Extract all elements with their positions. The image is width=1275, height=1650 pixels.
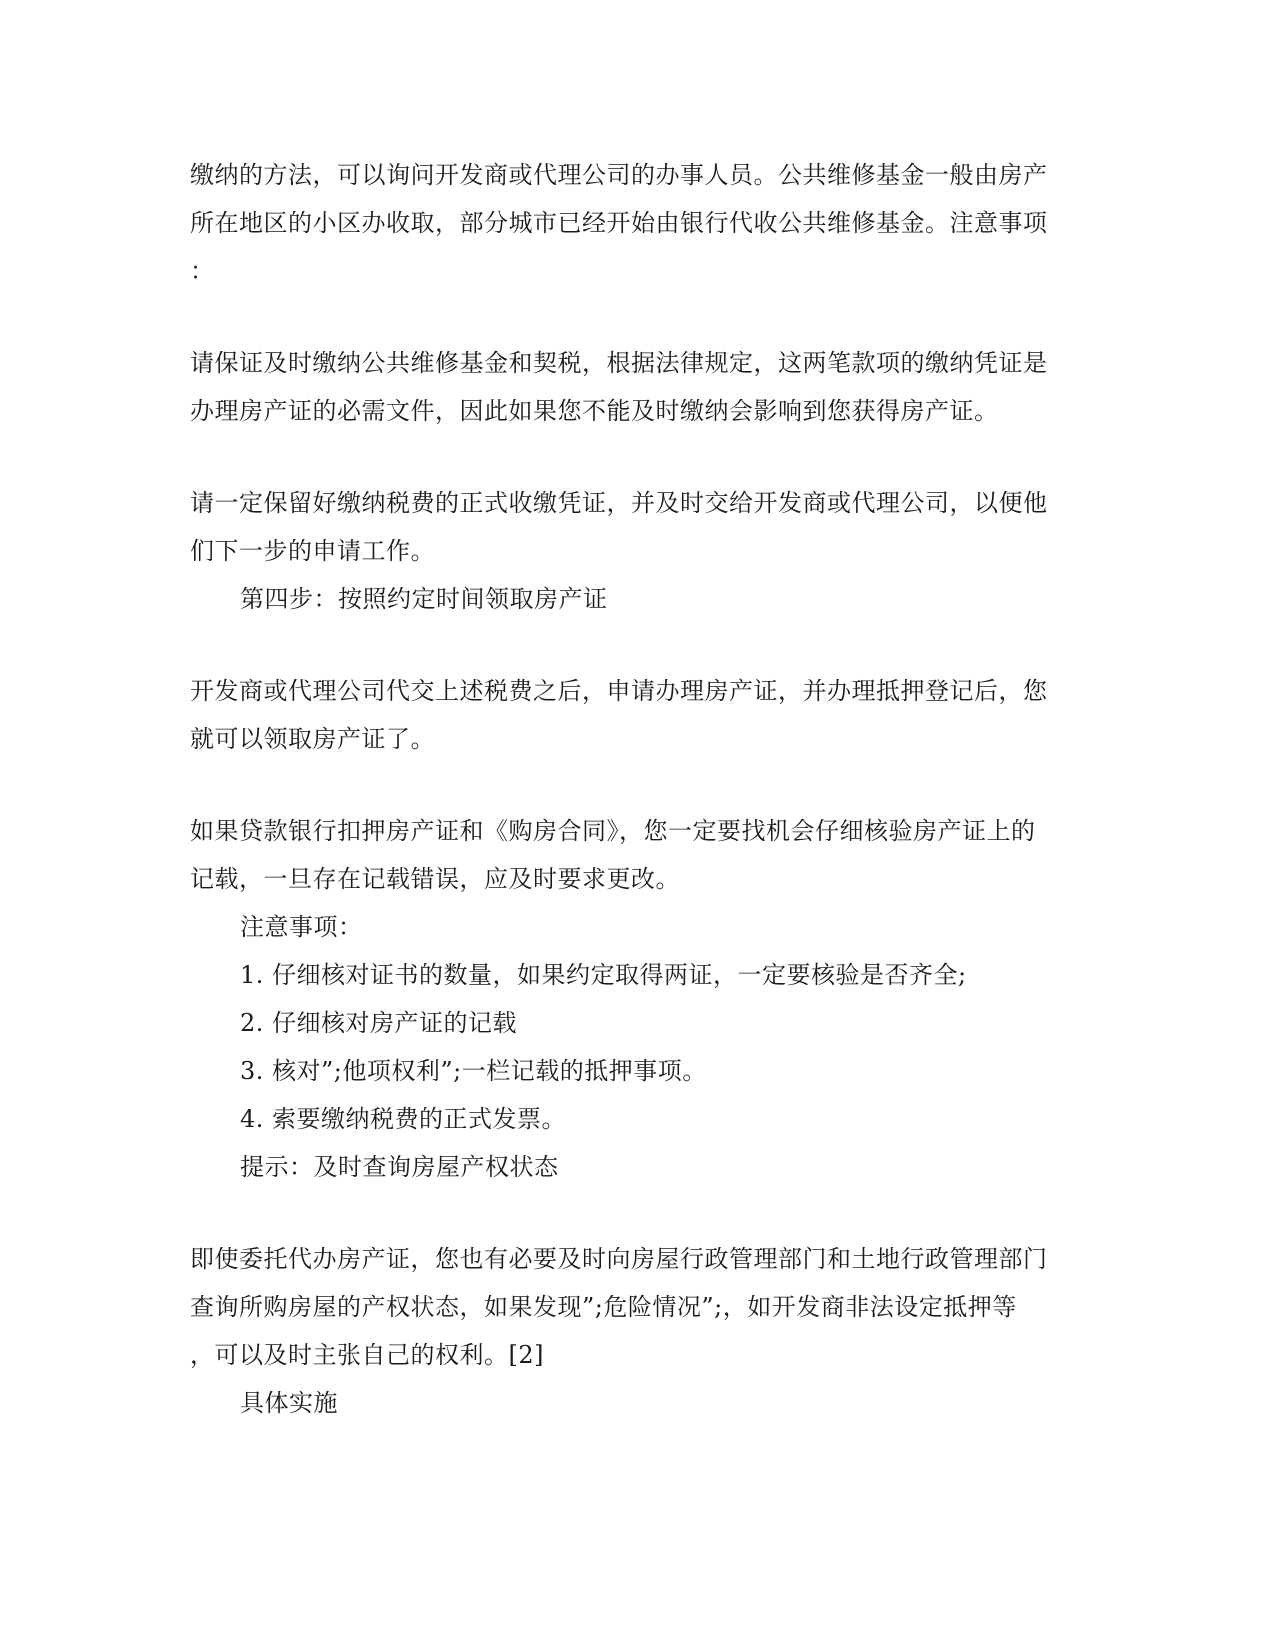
tip-heading: 提示：及时查询房屋产权状态: [240, 1153, 559, 1181]
list-item: 4. 索要缴纳税费的正式发票。: [240, 1105, 567, 1133]
text-line: 如果贷款银行扣押房产证和《购房合同》，您一定要找机会仔细核验房产证上的: [190, 817, 1036, 845]
text-line: 办理房产证的必需文件，因此如果您不能及时缴纳会影响到您获得房产证。: [190, 397, 999, 425]
text-line: 请保证及时缴纳公共维修基金和契税，根据法律规定，这两笔款项的缴纳凭证是: [190, 349, 1048, 377]
list-item: 2. 仔细核对房产证的记载: [240, 1009, 518, 1037]
text-line: ，可以及时主张自己的权利。[2]: [190, 1341, 544, 1369]
text-line: 缴纳的方法，可以询问开发商或代理公司的办事人员。公共维修基金一般由房产: [190, 161, 1048, 189]
text-line: 们下一步的申请工作。: [190, 537, 435, 565]
section-heading: 具体实施: [240, 1389, 338, 1417]
text-line: 就可以领取房产证了。: [190, 725, 435, 753]
text-line: 记载，一旦存在记载错误，应及时要求更改。: [190, 865, 680, 893]
text-line: 查询所购房屋的产权状态，如果发现”;危险情况”;，如开发商非法设定抵押等: [190, 1293, 1017, 1321]
list-item: 3. 核对”;他项权利”;一栏记载的抵押事项。: [240, 1057, 707, 1085]
step-heading: 第四步：按照约定时间领取房产证: [240, 585, 608, 613]
list-item: 1. 仔细核对证书的数量，如果约定取得两证，一定要核验是否齐全;: [240, 961, 967, 989]
notes-heading: 注意事项：: [240, 913, 363, 941]
text-line: ：: [190, 257, 215, 285]
text-line: 即使委托代办房产证，您也有必要及时向房屋行政管理部门和土地行政管理部门: [190, 1245, 1048, 1273]
text-line: 开发商或代理公司代交上述税费之后，申请办理房产证，并办理抵押登记后，您: [190, 677, 1048, 705]
text-line: 请一定保留好缴纳税费的正式收缴凭证，并及时交给开发商或代理公司，以便他: [190, 489, 1048, 517]
text-line: 所在地区的小区办收取，部分城市已经开始由银行代收公共维修基金。注意事项: [190, 209, 1048, 237]
